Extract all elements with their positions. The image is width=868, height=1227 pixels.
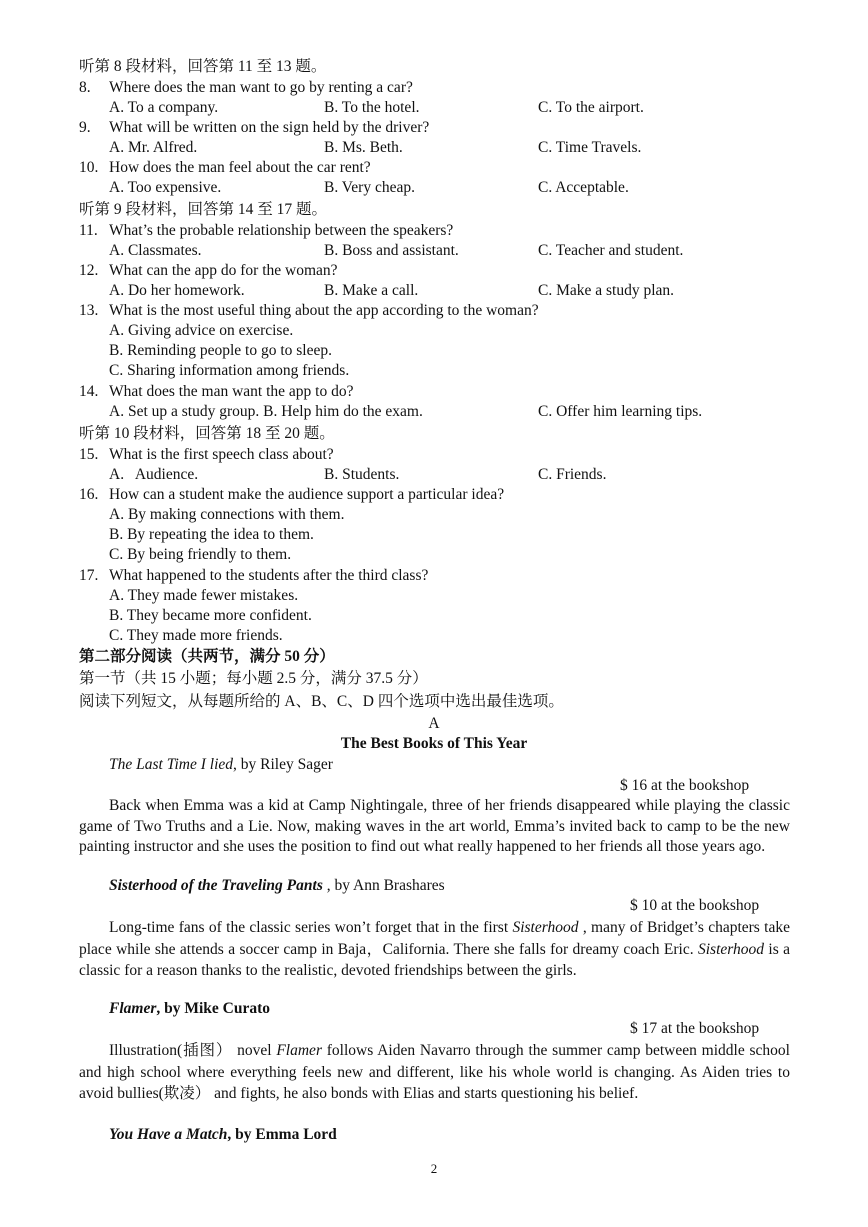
option-b: B. Make a call.	[324, 282, 419, 299]
question-number: 16.	[79, 486, 99, 503]
option-a-b: A. Set up a study group. B. Help him do the exam.	[109, 403, 423, 420]
book-author: , by Emma Lord	[227, 1126, 337, 1143]
question-text: What is the most useful thing about the app according to the woman?	[109, 302, 539, 319]
option-c: C. To the airport.	[538, 99, 644, 116]
option-b: B. They became more confident.	[109, 607, 312, 624]
question-number: 8.	[79, 79, 91, 96]
passage-title: The Best Books of This Year	[340, 735, 528, 752]
question-number: 13.	[79, 302, 99, 319]
option-a: A. Too expensive.	[109, 179, 222, 196]
option-c: C. Time Travels.	[538, 139, 642, 156]
section-header-9: 听第 9 段材料，回答第 14 至 17 题。	[79, 201, 328, 218]
option-b: B. Very cheap.	[324, 179, 415, 196]
question-10	[79, 158, 371, 178]
option-c: C. They made more friends.	[109, 627, 283, 644]
question-number: 17.	[79, 567, 99, 584]
section-header-8: 听第 8 段材料，回答第 11 至 13 题。	[79, 58, 327, 75]
part2-instruction: 阅读下列短文，从每题所给的 A、B、C、D 四个选项中选出最佳选项。	[79, 693, 564, 710]
book-title: Flamer	[109, 1000, 157, 1017]
passage-letter: A	[428, 715, 440, 732]
question-text: What’s the probable relationship between the speakers?	[109, 222, 454, 239]
question-text: What is the first speech class about?	[109, 446, 334, 463]
option-c: C. Sharing information among friends.	[109, 362, 350, 379]
part2-heading: 第二部分阅读（共两节，满分 50 分）	[79, 648, 335, 665]
question-13	[79, 301, 539, 321]
book-heading-2	[109, 876, 445, 896]
option-c: C. Acceptable.	[538, 179, 629, 196]
book-heading-3	[109, 999, 270, 1019]
question-text: How does the man feel about the car rent?	[109, 159, 371, 176]
section-header-10: 听第 10 段材料，回答第 18 至 20 题。	[79, 425, 335, 442]
question-number: 11.	[79, 222, 98, 239]
question-number: 15.	[79, 446, 99, 463]
book-title: The Last Time I lied	[109, 756, 234, 773]
question-text: What can the app do for the woman?	[109, 262, 338, 279]
question-number: 10.	[79, 159, 99, 176]
question-text: What happened to the students after the third class?	[109, 567, 429, 584]
question-number: 9.	[79, 119, 91, 136]
question-text: How can a student make the audience support a particular idea?	[109, 486, 505, 503]
question-text: Where does the man want to go by renting a car?	[109, 79, 413, 96]
book-author: , by Ann Brashares	[322, 877, 445, 894]
option-b: B. Reminding people to go to sleep.	[109, 342, 333, 359]
question-number: 14.	[79, 383, 99, 400]
option-b: B. Ms. Beth.	[324, 139, 403, 156]
option-a: A. Do her homework.	[109, 282, 245, 299]
question-12	[79, 261, 338, 281]
option-c: C. Make a study plan.	[538, 282, 675, 299]
part2-section1: 第一节（共 15 小题；每小题 2.5 分，满分 37.5 分）	[79, 670, 428, 687]
book-price-2: $ 10 at the bookshop	[630, 897, 760, 914]
option-c: C. Friends.	[538, 466, 607, 483]
book-author: , by Mike Curato	[156, 1000, 271, 1017]
book-heading-1	[109, 755, 333, 775]
question-17	[79, 566, 428, 586]
question-15	[79, 445, 334, 465]
question-9	[79, 118, 429, 138]
option-c: C. By being friendly to them.	[109, 546, 292, 563]
page-number: 2	[430, 1161, 438, 1176]
book-heading-4	[109, 1125, 337, 1145]
option-a: A. By making connections with them.	[109, 506, 345, 523]
option-b: B. Boss and assistant.	[324, 242, 459, 259]
question-text: What will be written on the sign held by the driver?	[109, 119, 430, 136]
option-a: A. Audience.	[109, 466, 199, 483]
book-description-1: Back when Emma was a kid at Camp Nightingale, three of her friends disappeared while playing the classic game of Two Truths and a Lie. Now, making waves in the art world, Emma’s invited back to camp to be the new painting instructor and she uses the position to find out what really happened to her friends all those years ago.	[79, 797, 790, 855]
option-a: A. Mr. Alfred.	[109, 139, 198, 156]
option-a: A. Classmates.	[109, 242, 202, 259]
book-title: You Have a Match	[109, 1126, 228, 1143]
book-title: Sisterhood of the Traveling Pants	[109, 877, 323, 894]
option-a: A. Giving advice on exercise.	[109, 322, 294, 339]
question-number: 12.	[79, 262, 99, 279]
option-b: B. By repeating the idea to them.	[109, 526, 314, 543]
book-price-1: $ 16 at the bookshop	[620, 777, 750, 794]
question-11	[79, 221, 453, 241]
option-b: B. To the hotel.	[324, 99, 420, 116]
book-author: , by Riley Sager	[233, 756, 333, 773]
option-a: A. They made fewer mistakes.	[109, 587, 299, 604]
book-price-3: $ 17 at the bookshop	[630, 1020, 760, 1037]
question-text: What does the man want the app to do?	[109, 383, 354, 400]
question-14	[79, 382, 353, 402]
book-description-2: Long-time fans of the classic series won’t forget that in the first Sisterhood , many of Bridget’s chapters take place while she attends a soccer camp in Baja，California. There she falls for dreamy coach Eric. Sisterhood is a classic for a reason thanks to the realistic, devoted friendships between the girls.	[79, 919, 790, 979]
question-8	[79, 78, 413, 98]
option-c: C. Teacher and student.	[538, 242, 684, 259]
option-c: C. Offer him learning tips.	[538, 403, 703, 420]
question-16	[79, 485, 504, 505]
option-b: B. Students.	[324, 466, 400, 483]
option-a: A. To a company.	[109, 99, 219, 116]
book-description-3: Illustration(插图） novel Flamer follows Aiden Navarro through the summer camp between middle school and high school where everything feels new and different, like his whole world is changing. As Aiden tries to avoid bullies(欺凌） and fights, he also bonds with Elias and starts questioning his belief.	[79, 1042, 790, 1102]
